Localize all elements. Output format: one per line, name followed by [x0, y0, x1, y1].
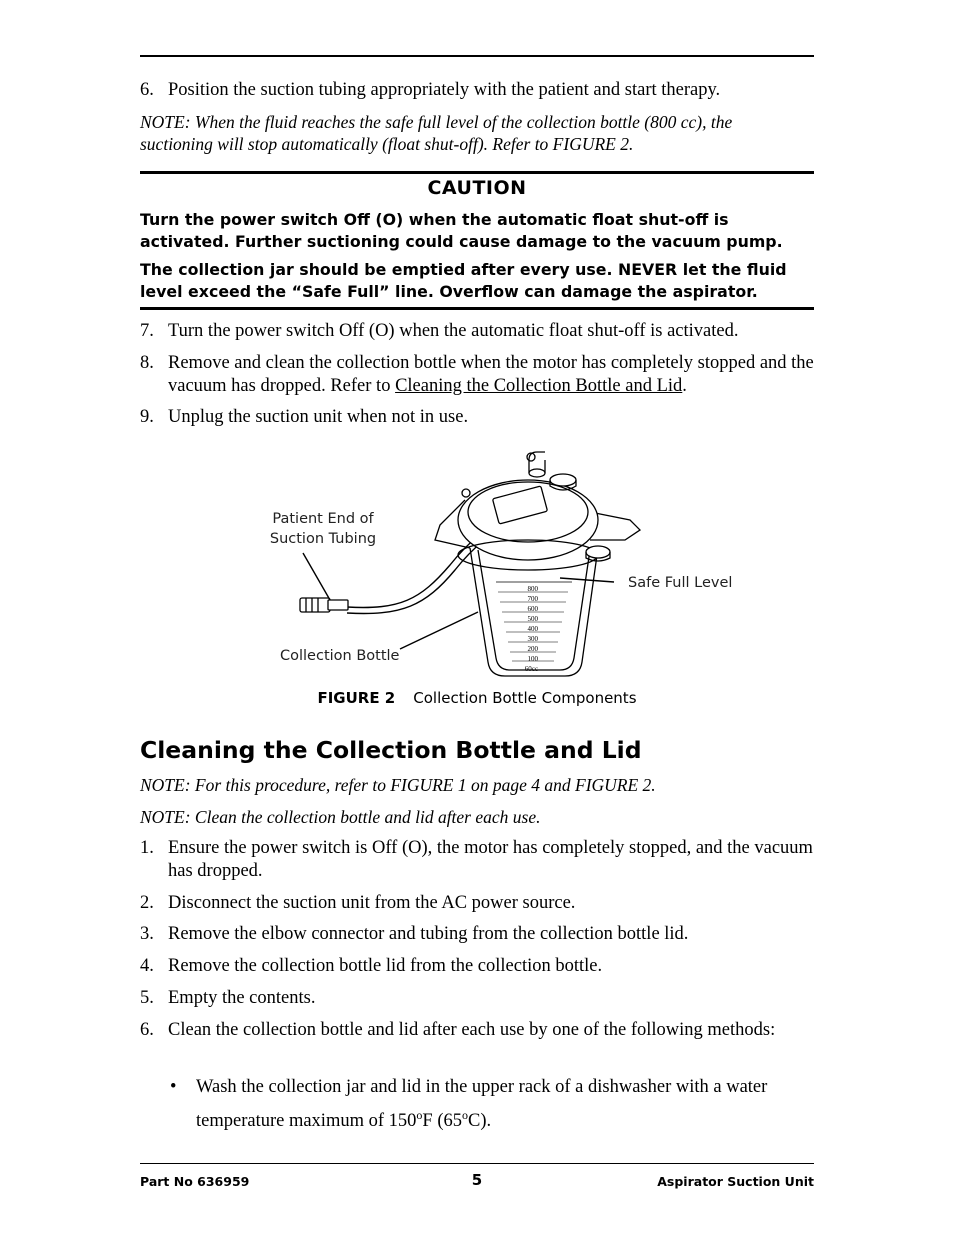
label-collection-bottle: Collection Bottle — [280, 648, 400, 664]
label-patient-end — [260, 509, 386, 549]
step-text: Clean the collection bottle and lid after each use by one of the following methods: — [168, 1020, 776, 1040]
caution-paragraph-1: Turn the power switch Off (O) when the automatic float shut-off is activated. Further suctioning could cause damage to the vacuum pump. — [140, 210, 783, 251]
step-text — [168, 352, 818, 398]
step-8 — [140, 352, 820, 398]
label-patient-end-line1: Patient End of — [272, 511, 374, 527]
caution-paragraph-2: The collection jar should be emptied after every use. NEVER let the fluid level exceed the “Safe Full” line. Overflow can damage the aspirator. — [140, 260, 787, 301]
step-number: 8. — [140, 353, 154, 373]
step-number: 5. — [140, 988, 154, 1008]
label-patient-end-line2: Suction Tubing — [269, 531, 377, 547]
bullet-mark: • — [170, 1077, 177, 1097]
scale-mark: 800 — [527, 585, 538, 593]
figure-caption — [0, 688, 954, 708]
figure-id: FIGURE 2 — [317, 689, 396, 707]
footer-rule — [140, 1163, 814, 1164]
step-text: Turn the power switch Off (O) when the automatic float shut-off is activated. — [168, 321, 739, 341]
scale-mark: 700 — [527, 595, 538, 603]
step-number: 2. — [140, 893, 154, 913]
scale-mark: 300 — [527, 635, 538, 643]
scale-mark: 400 — [527, 625, 538, 633]
footer-part-number: Part No 636959 — [140, 1174, 250, 1189]
scale-mark: 60cc — [524, 665, 538, 673]
note-float-shutoff: NOTE: When the fluid reaches the safe full level of the collection bottle (800 cc), the suctioning will stop automatically (float shut-off). Refer to FIGURE 2. — [140, 112, 733, 154]
caution-title: CAUTION — [427, 177, 527, 199]
degree-sup: o — [416, 1108, 423, 1122]
bullet-text-a: Wash the collection jar and lid in the upper rack of a dishwasher with a water temperature maximum of 150 — [196, 1077, 768, 1132]
patient-end-leader — [303, 553, 330, 600]
step-6 — [140, 79, 820, 102]
figure-title: Collection Bottle Components — [413, 689, 637, 707]
section-note-2: NOTE: Clean the collection bottle and lid after each use. — [140, 807, 541, 827]
bullet-text-b: F (65 — [422, 1111, 462, 1132]
step-text-end: . — [682, 376, 687, 396]
footer-page-number: 5 — [471, 1171, 483, 1189]
degree-sup: o — [461, 1108, 468, 1122]
step-number: 9. — [140, 407, 154, 427]
top-rule — [140, 55, 814, 57]
collection-bottle-illustration — [0, 440, 954, 680]
step-number: 4. — [140, 956, 154, 976]
step-text-body: Remove and clean the collection bottle when the motor has completely stopped and the vacuum has dropped. Refer to — [168, 353, 814, 396]
bottle-scale — [514, 584, 538, 674]
section-note-1: NOTE: For this procedure, refer to FIGURE 1 on page 4 and FIGURE 2. — [140, 775, 656, 795]
label-safe-full: Safe Full Level — [628, 575, 733, 591]
tubing-connector — [300, 598, 330, 612]
step-text: Disconnect the suction unit from the AC power source. — [168, 893, 576, 913]
step-number: 6. — [140, 80, 154, 100]
cleaning-step-6 — [140, 1019, 820, 1065]
caution-top-rule — [140, 171, 814, 174]
scale-mark: 600 — [527, 605, 538, 613]
float-knob — [586, 546, 610, 558]
scale-mark: 200 — [527, 645, 538, 653]
vacuum-port — [550, 474, 576, 486]
step-text: Remove the elbow connector and tubing from the collection bottle lid. — [168, 924, 689, 944]
bullet-text-c: C). — [467, 1111, 492, 1132]
step-number: 6. — [140, 1020, 154, 1040]
footer-product-name: Aspirator Suction Unit — [657, 1174, 814, 1189]
step-text: Remove the collection bottle lid from the collection bottle. — [168, 956, 603, 976]
step-text: Empty the contents. — [168, 988, 316, 1008]
scale-mark: 100 — [527, 655, 538, 663]
cleaning-step-1 — [140, 837, 820, 883]
step-number: 7. — [140, 321, 154, 341]
bullet-text — [196, 1073, 810, 1135]
section-heading: Cleaning the Collection Bottle and Lid — [140, 736, 642, 764]
step-text: Unplug the suction unit when not in use. — [168, 407, 469, 427]
figure-2 — [0, 440, 954, 720]
step-number: 3. — [140, 924, 154, 944]
elbow-port — [529, 469, 545, 477]
safe-full-leader — [560, 578, 614, 582]
collection-bottle-leader — [400, 612, 478, 649]
step-text: Position the suction tubing appropriately with the patient and start therapy. — [168, 80, 721, 100]
step-number: 1. — [140, 838, 154, 858]
caution-bottom-rule — [140, 307, 814, 310]
cleaning-section-link[interactable]: Cleaning the Collection Bottle and Lid — [395, 376, 683, 396]
step-text: Ensure the power switch is Off (O), the motor has completely stopped, and the vacuum has dropped. — [168, 838, 813, 881]
scale-mark: 500 — [527, 615, 538, 623]
